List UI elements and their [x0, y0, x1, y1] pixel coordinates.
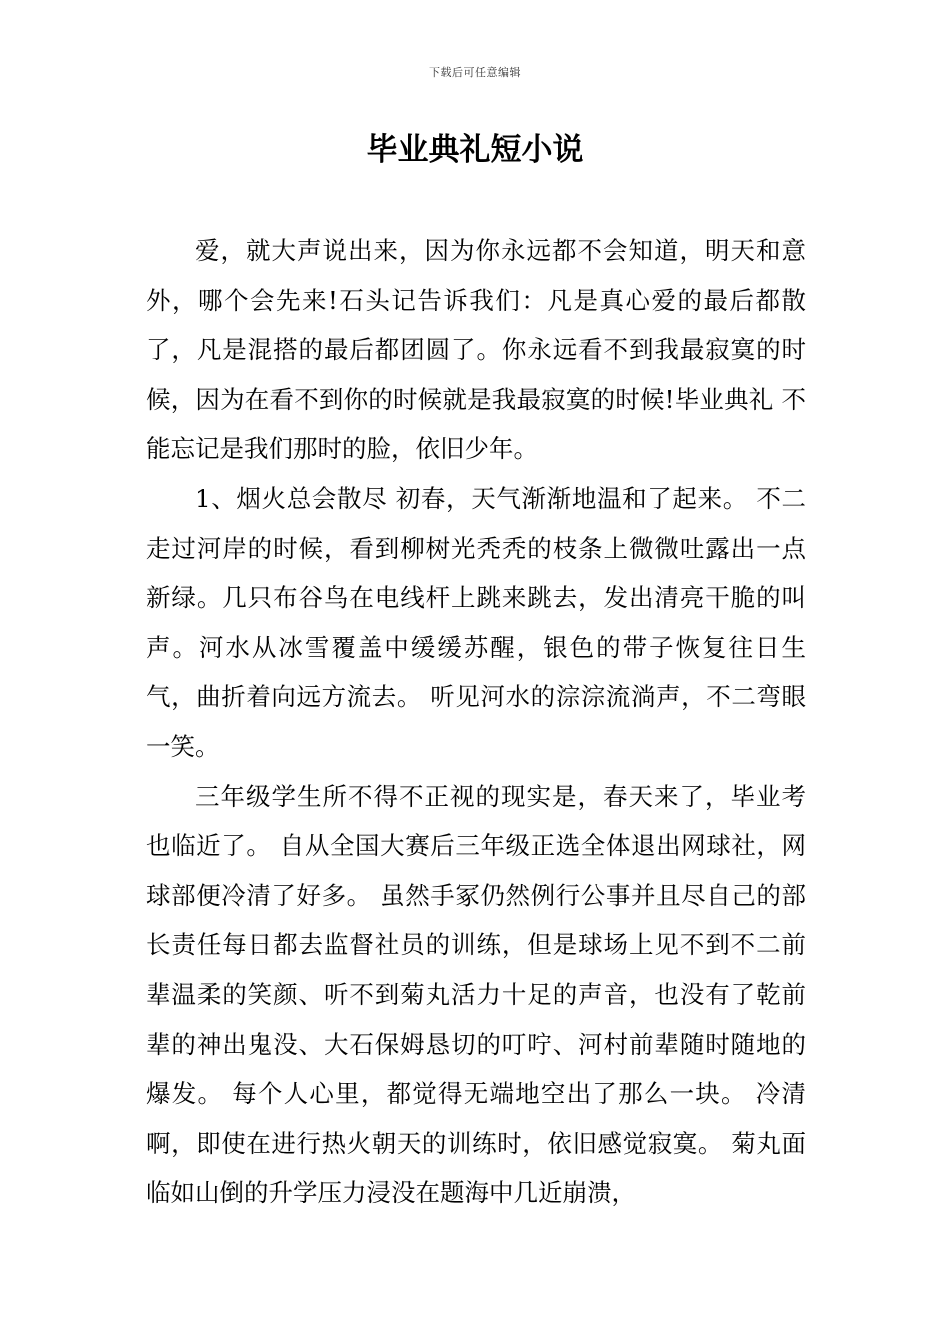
paragraph-1: 爱，就大声说出来，因为你永远都不会知道，明天和意外，哪个会先来!石头记告诉我们：凡是真心爱的最后都散了，凡是混搭的最后都团圆了。你永远看不到我最寂寞的时候，因为在看不到你的时候就是我最寂寞的时候!毕业典礼 不能忘记是我们那时的脸，依旧少年。 — [146, 236, 806, 464]
paragraph-3: 三年级学生所不得不正视的现实是，春天来了，毕业考也临近了。 自从全国大赛后三年级正选全体退出网球社，网球部便冷清了好多。 虽然手冢仍然例行公事并且尽自己的部长责任每日都去监督社员的训练，但是球场上见不到不二前辈温柔的笑颜、听不到菊丸活力十足的声音，也没有了乾前辈的神出鬼没、大石保姆恳切的叮咛、河村前辈随时随地的爆发。 每个人心里，都觉得无端地空出了那么一块。 冷清啊，即使在进行热火朝天的训练时，依旧感觉寂寞。 菊丸面临如山倒的升学压力浸没在题海中几近崩溃， — [146, 781, 806, 1208]
header-note: 下载后可任意编辑 — [429, 66, 521, 79]
document-body — [146, 226, 806, 1218]
paragraph-2: 1、烟火总会散尽 初春，天气渐渐地温和了起来。 不二走过河岸的时候，看到柳树光秃秃的枝条上微微吐露出一点新绿。几只布谷鸟在电线杆上跳来跳去，发出清亮干脆的叫声。河水从冰雪覆盖中缓缓苏醒，银色的带子恢复往日生气，曲折着向远方流去。 听见河水的淙淙流淌声，不二弯眼一笑。 — [146, 483, 806, 761]
document-title: 毕业典礼短小说 — [366, 132, 584, 168]
